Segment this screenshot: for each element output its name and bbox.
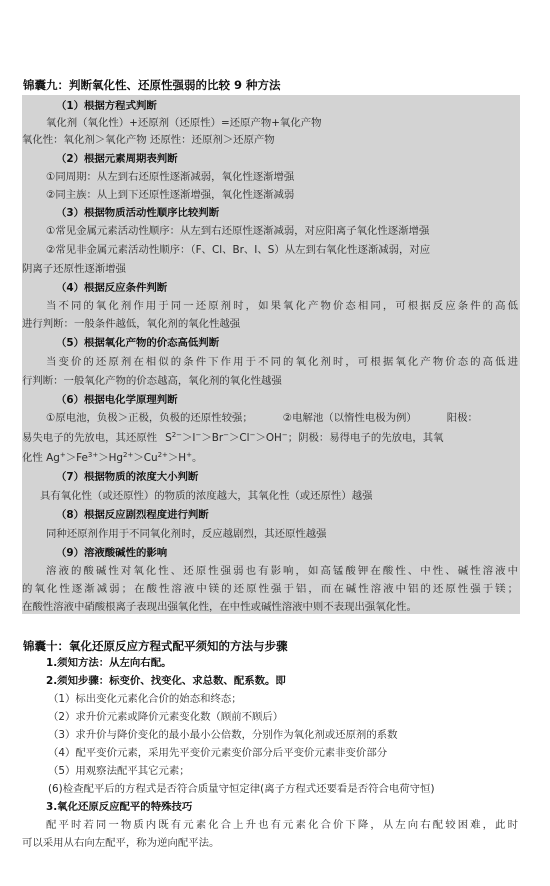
list-item: （1）标出变化元素化合价的始态和终态； xyxy=(48,693,242,705)
list-item: （5）用观察法配平其它元素； xyxy=(48,765,190,777)
text-line: 可以采用从右向左配平，称为逆向配平法。 xyxy=(22,837,220,849)
text-line: 在酸性溶液中硝酸根离子表现出强氧化性，在中性或碱性溶液中则不表现出强氧化性。 xyxy=(22,601,417,613)
text-line: ②常见非金属元素活动性顺序：（F、Cl、Br、I、S）从左到右氧化性逐渐减弱，对应 xyxy=(46,244,431,256)
text-line: 的氧化性逐渐减弱；在酸性溶液中镁的还原性强于铝，而在碱性溶液中铝的还原性强于镁； xyxy=(22,583,518,595)
method-1-heading: （1）根据方程式判断 xyxy=(56,100,157,112)
text-line: 当不同的氧化剂作用于同一还原剂时，如果氧化产物价态相同，可根据反应条件的高低 xyxy=(46,300,518,312)
text-line: 化性 $Ag^+>Fe^{3+}>Hg^{2+}>Cu^{2+}>H^+$。 xyxy=(22,451,203,464)
method-5-heading: （5）根据氧化产物的价态高低判断 xyxy=(56,337,220,349)
method-2-heading: （2）根据元素周期表判断 xyxy=(56,153,178,165)
list-item: （4）配平变价元素，采用先平变价元素变价部分后平变价元素非变价部分 xyxy=(48,747,388,759)
text-line: 具有氧化性（或还原性）的物质的浓度越大，其氧化性（或还原性）越强 xyxy=(40,490,373,502)
method-6-heading: （6）根据电化学原理判断 xyxy=(56,394,178,406)
list-item: （3）求升价与降价变化的最小最小公倍数，分别作为氧化剂或还原剂的系数 xyxy=(48,729,398,741)
step-heading: 3.氧化还原反应配平的特殊技巧 xyxy=(46,801,193,813)
text-line: ①常见金属元素活动性顺序：从左到右还原性逐渐减弱，对应阳离子氧化性逐渐增强 xyxy=(46,225,430,237)
text-line: ①同周期：从左到右还原性逐渐减弱，氧化性逐渐增强 xyxy=(46,171,295,183)
text-line: 同种还原剂作用于不同氧化剂时，反应越剧烈，其还原性越强 xyxy=(46,528,327,540)
section-title: 锦囊九：判断氧化性、还原性强弱的比较 9 种方法 xyxy=(23,78,281,92)
text-line: 氧化剂（氧化性）+还原剂（还原性）=还原产物+氧化产物 xyxy=(46,117,322,129)
list-item: （2）求升价元素或降价元素变化数（顾前不顾后） xyxy=(48,711,284,723)
text-line: 氧化性：氧化剂＞氧化产物 还原性：还原剂＞还原产物 xyxy=(22,134,275,146)
method-3-heading: （3）根据物质活动性顺序比较判断 xyxy=(56,207,220,219)
list-item: (6)检查配平后的方程式是否符合质量守恒定律(离子方程式还要看是否符合电荷守恒) xyxy=(48,783,435,795)
text-part: ①原电池，负极＞正极，负极的还原性较强； xyxy=(46,412,253,424)
step-heading: 1.须知方法：从左向右配。 xyxy=(46,657,172,669)
method-7-heading: （7）根据物质的浓度大小判断 xyxy=(56,471,199,483)
text-line: 阴离子还原性逐渐增强 xyxy=(22,263,126,275)
step-heading: 2.须知步骤：标变价、找变化、求总数、配系数。即 xyxy=(46,675,286,687)
method-8-heading: （8）根据反应剧烈程度进行判断 xyxy=(56,509,209,521)
text-part: ②电解池（以惰性电极为例） xyxy=(282,412,417,424)
text-line: 易失电子的先放电，其还原性 $S^{2-}>I^->Br^->Cl^->OH^-$；阴极：易得电子的先放电，其氧 xyxy=(22,431,444,444)
text-line xyxy=(46,411,478,425)
text-line: ②同主族：从上到下还原性逐渐增强，氧化性逐渐减弱 xyxy=(46,189,295,201)
section-title: 锦囊十：氧化还原反应方程式配平须知的方法与步骤 xyxy=(23,639,288,653)
text-part: 阳极： xyxy=(446,412,478,424)
text-line: 进行判断：一般条件越低，氧化剂的氧化性越强 xyxy=(22,318,241,330)
text-line: 当变价的还原剂在相似的条件下作用于不同的氧化剂时，可根据氧化产物价态的高低进 xyxy=(46,356,518,368)
method-9-heading: （9）溶液酸碱性的影响 xyxy=(56,547,168,559)
text-line: 溶液的酸碱性对氧化性、还原性强弱也有影响，如高锰酸钾在酸性、中性、碱性溶液中 xyxy=(46,565,518,577)
text-line: 行判断：一般氧化产物的价态越高，氧化剂的氧化性越强 xyxy=(22,375,282,387)
method-4-heading: （4）根据反应条件判断 xyxy=(56,282,168,294)
text-line: 配平时若同一物质内既有元素化合上升也有元素化合价下降，从左向右配较困难，此时 xyxy=(46,819,518,831)
